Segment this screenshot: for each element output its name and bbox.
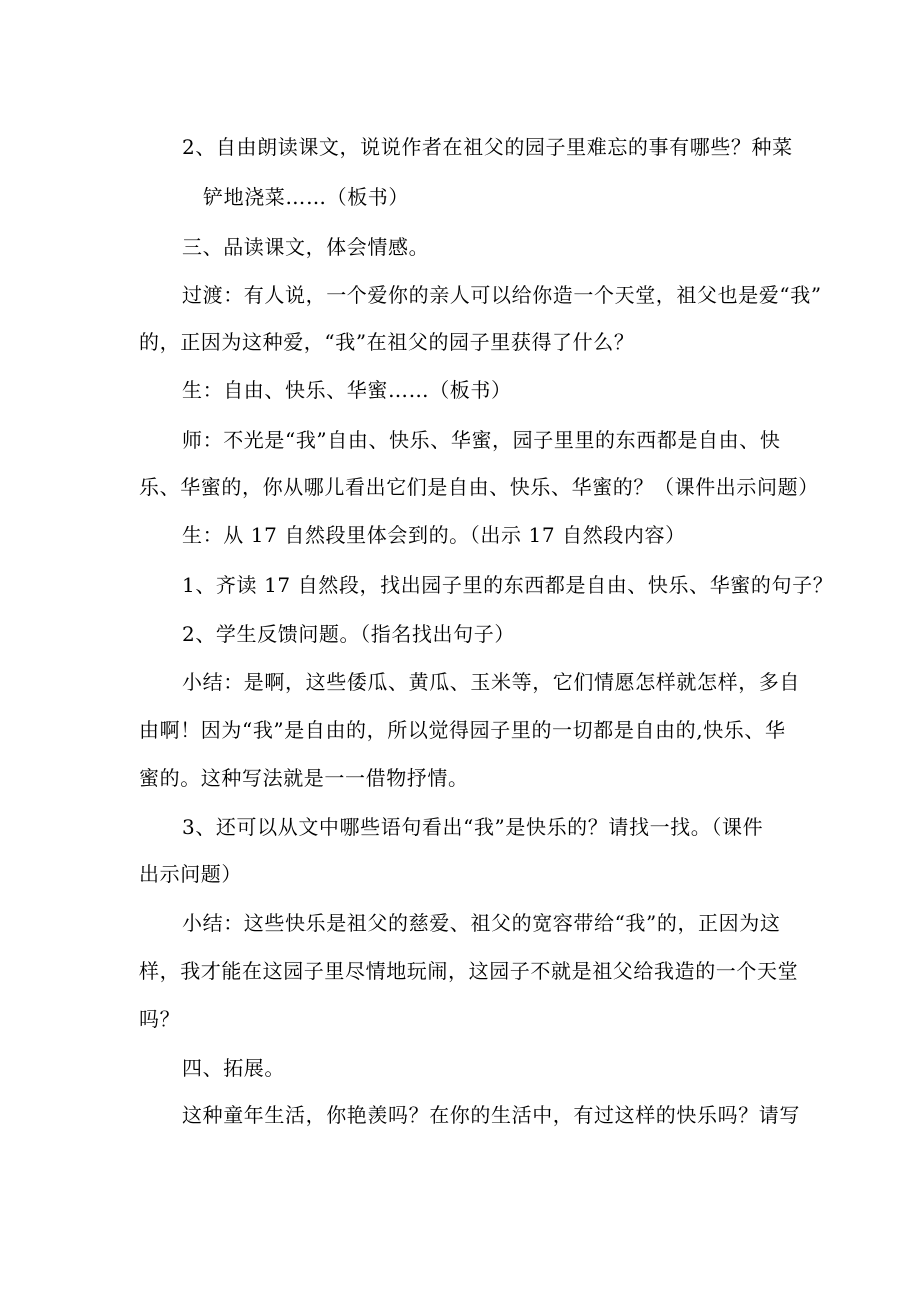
text-line: 乐、华蜜的，你从哪儿看出它们是自由、快乐、华蜜的？（课件出示问题） — [139, 475, 819, 499]
text-line: 2、学生反馈问题。（指名找出句子） — [182, 622, 515, 646]
text-line: 吗？ — [139, 1007, 181, 1031]
text-line: 2、自由朗读课文，说说作者在祖父的园子里难忘的事有哪些？种菜 — [182, 135, 793, 159]
text-line: 生：自由、快乐、华蜜……（板书） — [182, 378, 512, 402]
text-line: 这种童年生活，你艳羡吗？在你的生活中，有过这样的快乐吗？请写 — [182, 1103, 800, 1127]
text-line: 样，我才能在这园子里尽情地玩闹，这园子不就是祖父给我造的一个天堂 — [139, 959, 799, 983]
section-heading: 三、品读课文，体会情感。 — [182, 235, 430, 259]
text-line: 的，正因为这种爱，“我”在祖父的园子里获得了什么？ — [139, 330, 635, 354]
section-heading: 四、拓展。 — [182, 1056, 285, 1080]
text-line: 铲地浇菜……（板书） — [203, 185, 409, 209]
text-line: 小结：是啊，这些倭瓜、黄瓜、玉米等，它们情愿怎样就怎样，多自 — [182, 670, 800, 694]
text-line: 过渡：有人说，一个爱你的亲人可以给你造一个天堂，祖父也是爱“我” — [182, 283, 822, 307]
text-line: 由啊！因为“我”是自由的，所以觉得园子里的一切都是自由的,快乐、华 — [139, 718, 786, 742]
text-line: 3、还可以从文中哪些语句看出“我”是快乐的？请找一找。（课件 — [182, 815, 764, 839]
text-line: 蜜的。这种写法就是一一借物抒情。 — [139, 766, 469, 790]
text-line: 师：不光是“我”自由、快乐、华蜜，园子里里的东西都是自由、快 — [182, 428, 781, 452]
text-line: 生：从 17 自然段里体会到的。（出示 17 自然段内容） — [182, 523, 686, 547]
text-line: 小结：这些快乐是祖父的慈爱、祖父的宽容带给“我”的，正因为这 — [182, 911, 781, 935]
text-line: 出示问题） — [139, 862, 242, 886]
text-line: 1、齐读 17 自然段，找出园子里的东西都是自由、快乐、华蜜的句子？ — [182, 573, 834, 597]
